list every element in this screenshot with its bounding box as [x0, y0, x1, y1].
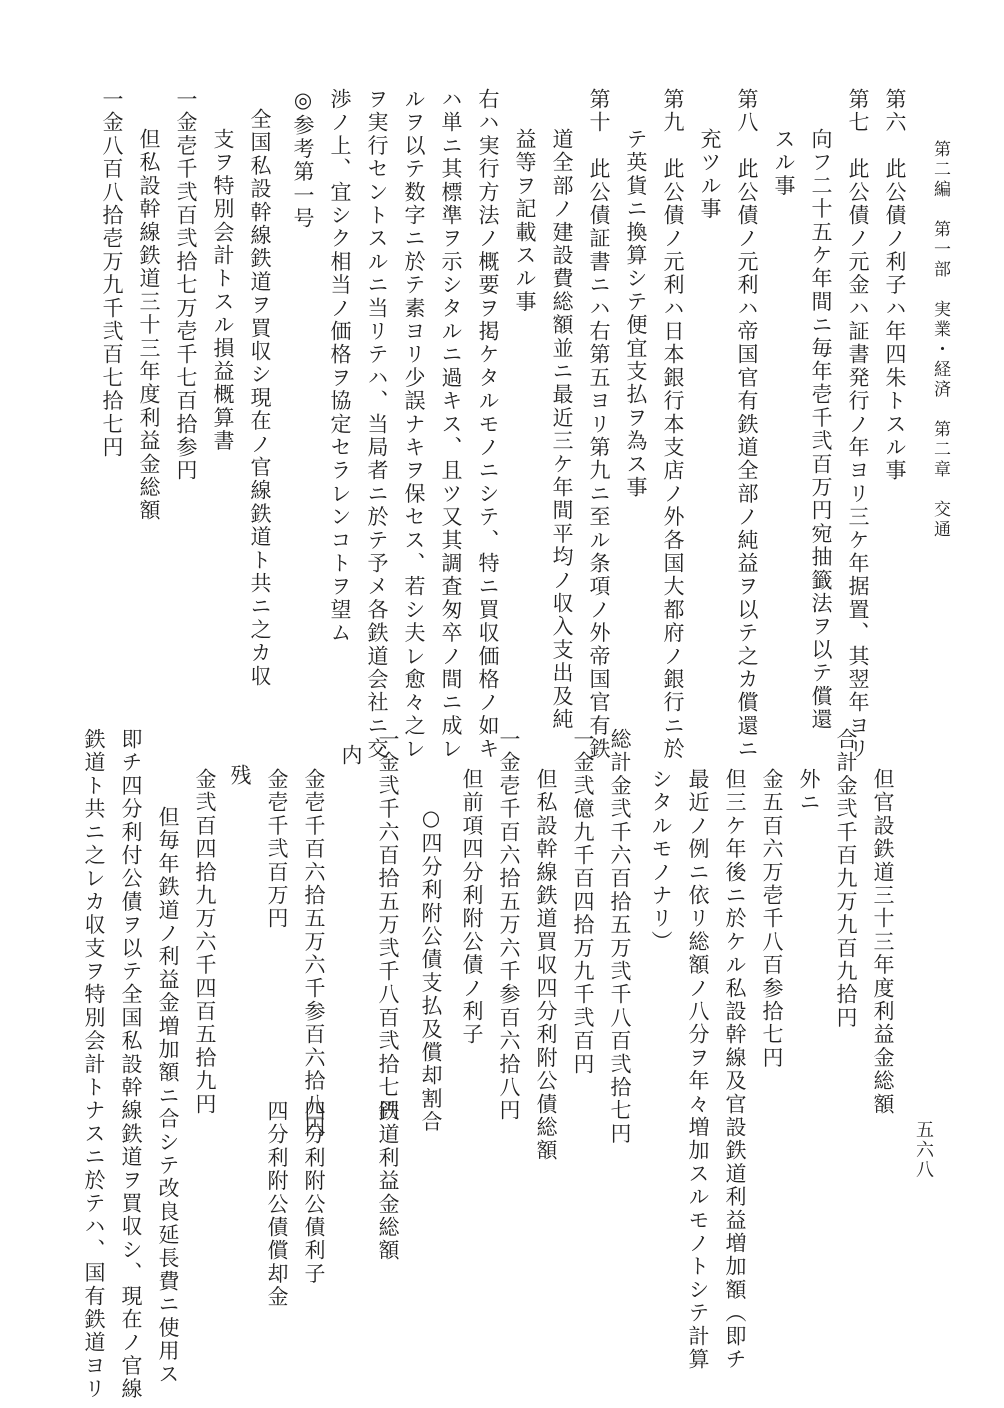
upper-line: 第六 此公債ノ利子ハ年四朱トスル事 — [883, 88, 907, 483]
lower-line: 但三ケ年後ニ於ケル私設幹線及官設鉄道利益増加額（即チ — [723, 768, 747, 1372]
lower-line: 外ニ — [797, 768, 821, 815]
lower-line: 金壱千弐百万円 — [265, 768, 289, 931]
lower-line: 最近ノ例ニ依リ総額ノ八分ヲ年々増加スルモノトシテ計算 — [686, 768, 710, 1372]
upper-line: ルヲ以テ数字ニ於テ素ヨリ少誤ナキヲ保セス、若シ夫レ愈々之レ — [402, 88, 426, 761]
upper-line: 右ハ実行方法ノ概要ヲ掲ケタルモノニシテ、特ニ買収価格ノ如キ — [476, 88, 500, 761]
lower-line: 総計金弐千六百拾五万弐千八百弐拾七円 — [608, 728, 632, 1146]
upper-line: 渉ノ上、宜シク相当ノ価格ヲ協定セラレンコトヲ望ム — [328, 88, 352, 645]
lower-line: 四分利附公債利子 — [302, 1100, 326, 1286]
lower-line: 金壱千百六拾五万六千参百六拾八円 — [302, 768, 326, 1140]
page-number: 五六八 — [913, 1120, 934, 1180]
upper-line: 第十 此公債証書ニハ右第五ヨリ第九ニ至ル条項ノ外帝国官有鉄 — [587, 88, 611, 761]
lower-line: 但毎年鉄道ノ利益金増加額ニ合シテ改良延長費ニ使用ス — [156, 806, 180, 1386]
lower-line: 四分利附公債償却金 — [265, 1100, 289, 1309]
lower-line: 合計金弐千百九万九百九拾円 — [834, 728, 858, 1030]
upper-line: 全国私設幹線鉄道ヲ買収シ現在ノ官線鉄道ト共ニ之カ収 — [248, 108, 272, 688]
upper-line: 但私設幹線鉄道三十三年度利益金総額 — [137, 128, 161, 523]
lower-line: 金弐百四拾九万六千四百五拾九円 — [193, 768, 217, 1116]
lower-line: 一金壱千百六拾五万六千参百六拾八円 — [497, 728, 521, 1123]
lower-line: 一金弐千六百拾五万弐千八百弐拾七円 — [376, 728, 400, 1123]
lower-line: 残 — [228, 764, 252, 788]
lower-line: 但官設鉄道三十三年度利益金総額 — [871, 768, 895, 1116]
upper-line: テ英貨ニ換算シテ便宜支払ヲ為ス事 — [624, 128, 648, 500]
lower-line: 内 — [339, 744, 363, 768]
lower-line: 但前項四分利附公債ノ利子 — [460, 768, 484, 1047]
lower-line: 金五百六万壱千八百参拾七円 — [760, 768, 784, 1070]
lower-line: 一金弐億九千百四拾万九千弐百円 — [571, 728, 595, 1076]
upper-line: 充ツル事 — [698, 128, 722, 221]
upper-line: 第七 此公債ノ元金ハ証書発行ノ年ヨリ三ケ年据置、其翌年ヨリ — [846, 88, 870, 761]
lower-line: シタルモノナリ） — [649, 768, 673, 954]
upper-line: 一金壱千弐百弐拾七万壱千七百拾参円 — [174, 88, 198, 483]
lower-line: 鉄道利益金総額 — [376, 1100, 400, 1263]
lower-line: 鉄道ト共ニ之レカ収支ヲ特別会計トナスニ於テハ、国有鉄道ヨリ — [82, 728, 106, 1401]
lower-line: 即チ四分利付公債ヲ以テ全国私設幹線鉄道ヲ買収シ、現在ノ官線 — [119, 728, 143, 1401]
upper-line: ハ単ニ其標準ヲ示シタルニ過キス、且ツ又其調査匆卒ノ間ニ成レ — [439, 88, 463, 761]
upper-line: 一金八百八拾壱万九千弐百七拾七円 — [100, 88, 124, 460]
upper-line: スル事 — [772, 128, 796, 198]
upper-line: 第八 此公債ノ元利ハ帝国官有鉄道全部ノ純益ヲ以テ之カ償還ニ — [735, 88, 759, 761]
upper-line: 支ヲ特別会計トスル損益概算書 — [211, 128, 235, 453]
upper-line: 益等ヲ記載スル事 — [513, 128, 537, 314]
upper-line: 向フ二十五ケ年間ニ毎年壱千弐百万円宛抽籤法ヲ以テ償還 — [809, 128, 833, 732]
reference-heading: ◎参考第一号 — [291, 88, 315, 231]
upper-line: 道全部ノ建設費総額並ニ最近三ケ年間平均ノ収入支出及純 — [550, 128, 574, 732]
lower-line: 但私設幹線鉄道買収四分利附公債総額 — [534, 768, 558, 1163]
upper-line: 第九 此公債ノ元利ハ日本銀行本支店ノ外各国大都府ノ銀行ニ於 — [661, 88, 685, 761]
lower-line: ○四分利附公債支払及償却割合 — [419, 806, 443, 1134]
upper-line: ヲ実行セントスルニ当リテハ、当局者ニ於テ予メ各鉄道会社ニ交 — [365, 88, 389, 761]
running-head: 第二編 第一部 実業・経済 第二章 交通 — [930, 140, 950, 540]
